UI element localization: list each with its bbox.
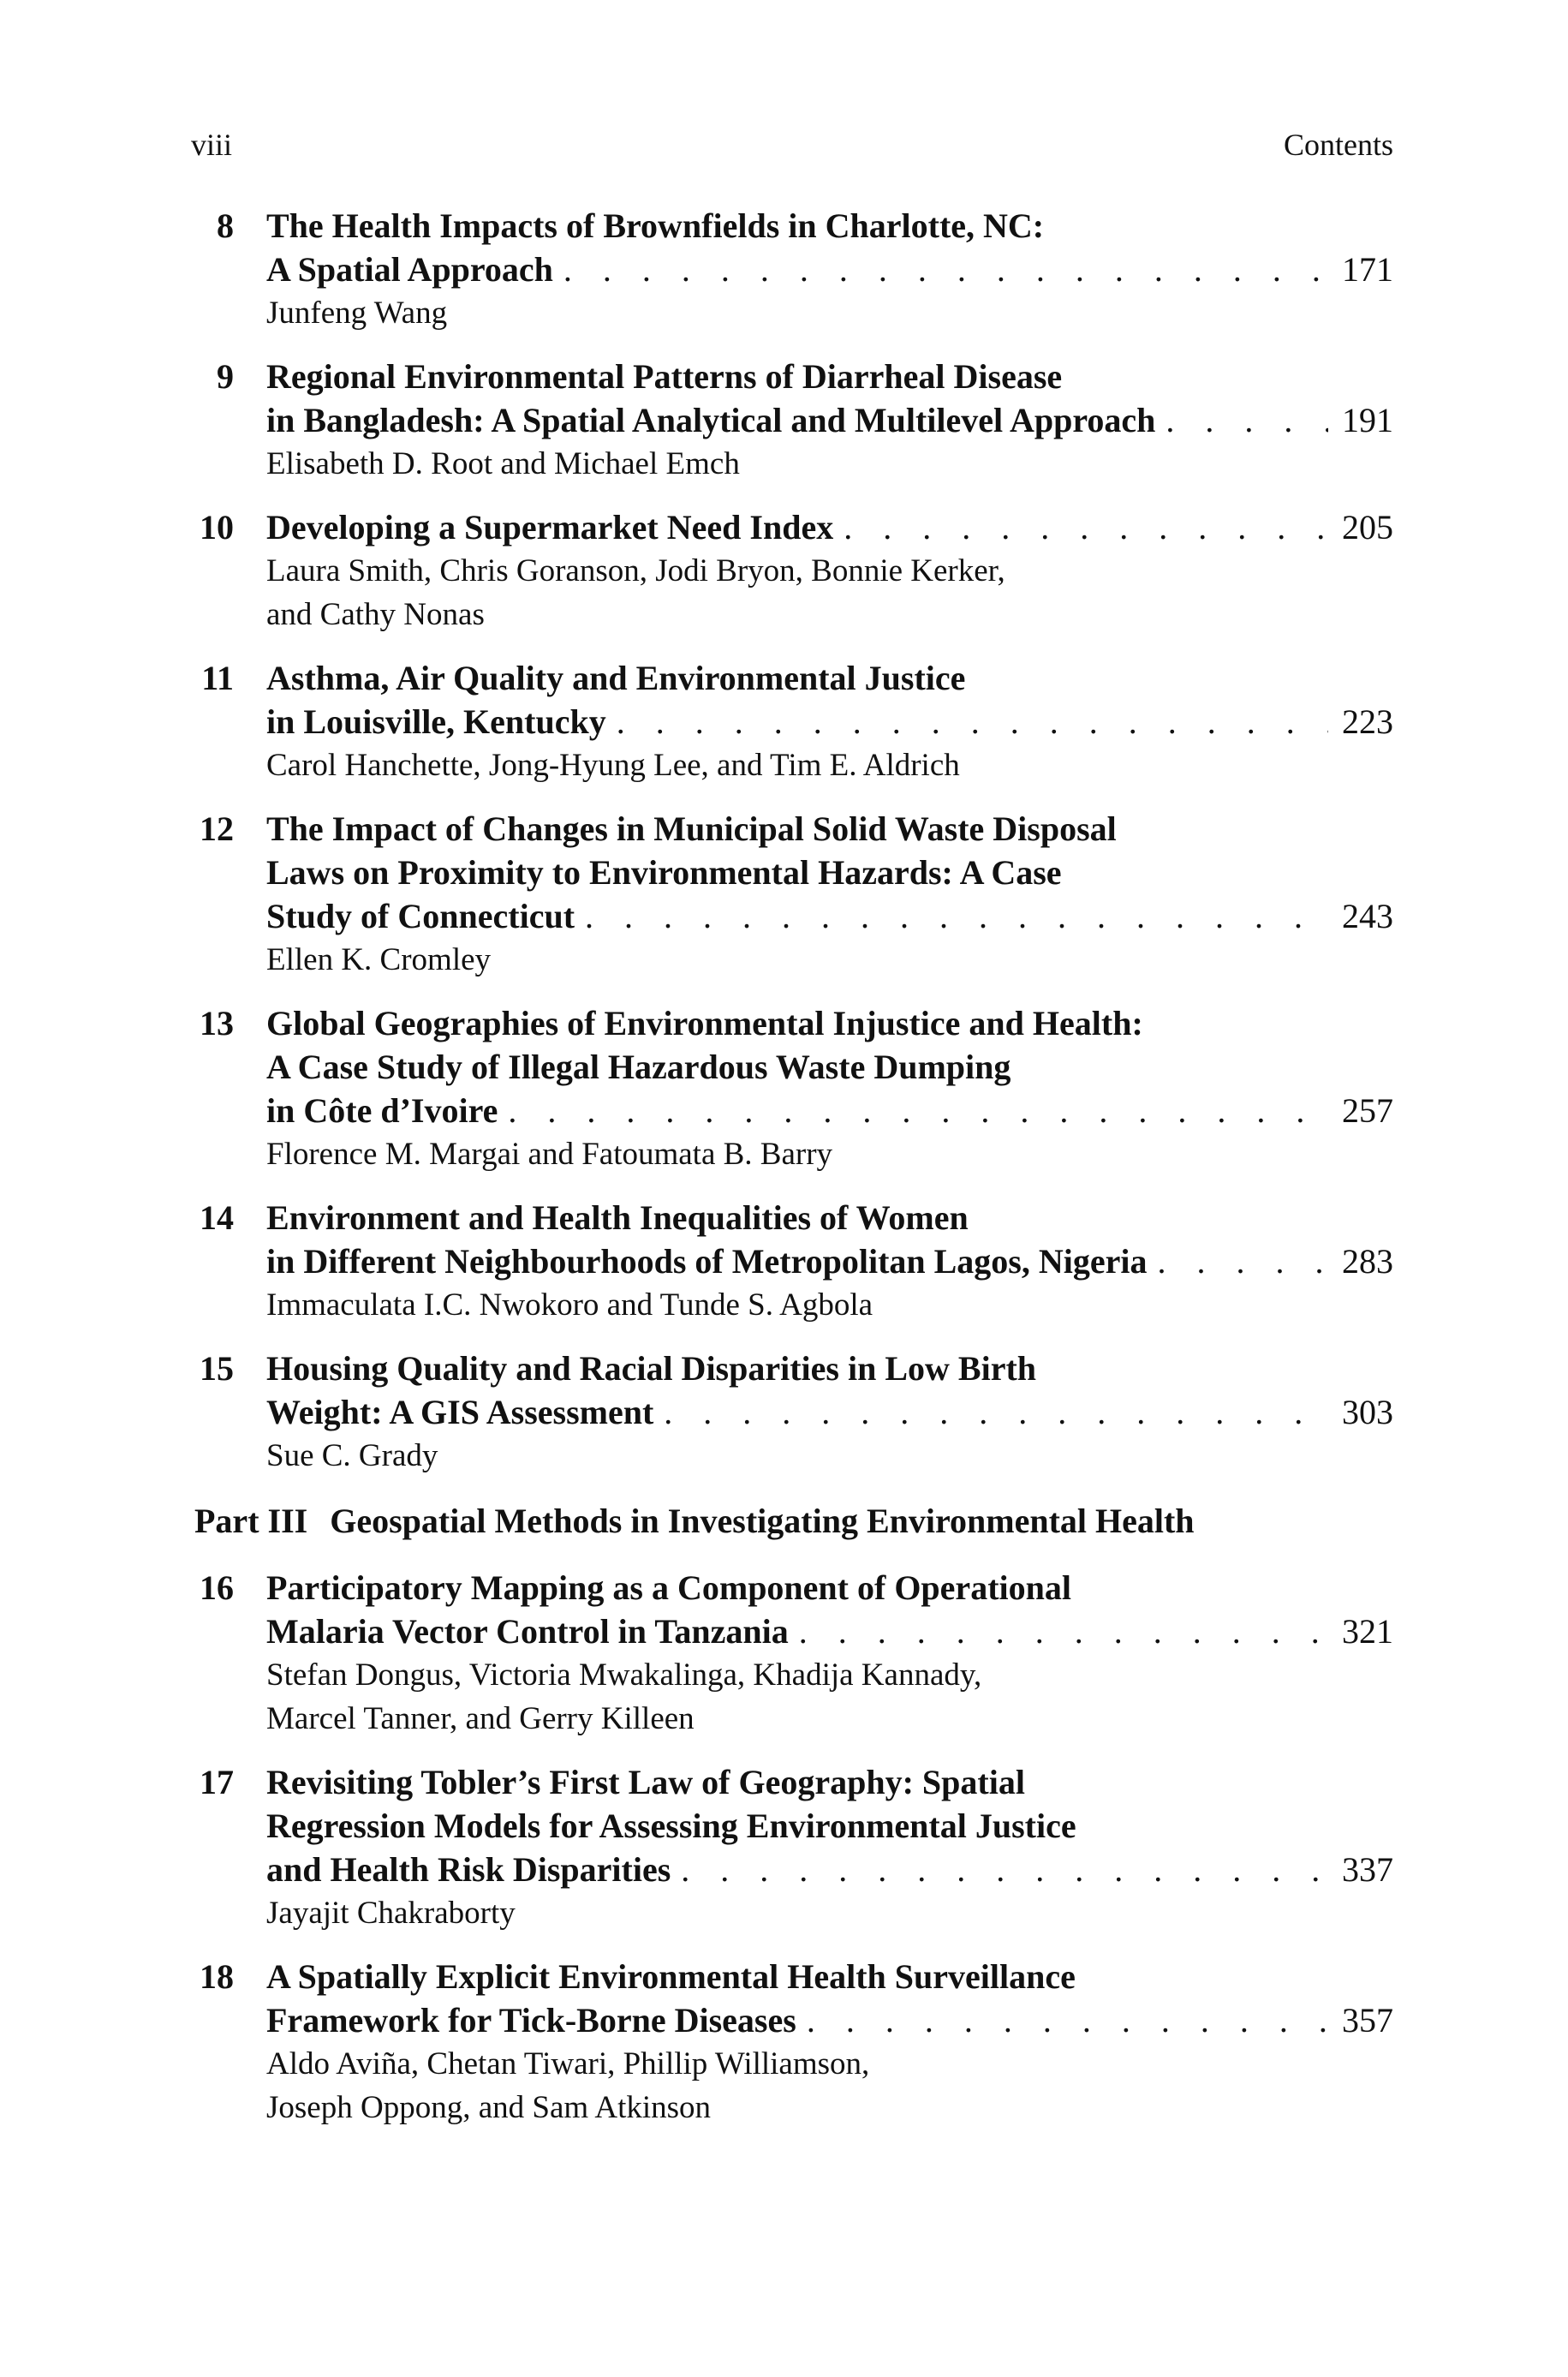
chapter-title-text: in Côte d’Ivoire [266,1091,498,1130]
toc-entry[interactable] [191,1566,1393,1741]
author-line: Jayajit Chakraborty [266,1896,516,1931]
chapter-title [266,1001,1393,1132]
toc-entry[interactable] [191,1760,1393,1935]
dot-leader [498,1089,1328,1132]
chapter-authors [266,744,1393,787]
chapter-title-line [266,894,1393,938]
toc-entry[interactable] [191,355,1393,486]
dot-leader [553,248,1328,291]
part-title: Geospatial Methods in Investigating Environmental Health [330,1502,1195,1540]
chapter-number: 16 [200,1568,234,1607]
chapter-authors [266,291,1393,335]
chapter-number: 14 [200,1198,234,1237]
running-head [191,127,1393,170]
chapter-title-line: Laws on Proximity to Environmental Hazards: A Case [266,853,1062,892]
chapter-number: 9 [217,357,234,396]
chapter-title [266,1196,1393,1283]
chapter-title-text: in Bangladesh: A Spatial Analytical and Multilevel Approach [266,401,1156,439]
author-line: Marcel Tanner, and Gerry Killeen [266,1701,695,1736]
author-line: Joseph Oppong, and Sam Atkinson [266,2090,712,2125]
chapter-title-text: in Louisville, Kentucky [266,702,606,741]
page-number: 303 [1342,1393,1393,1431]
author-line: Carol Hanchette, Jong-Hyung Lee, and Tim E. Aldrich [266,748,960,783]
part-label: Part III [194,1502,308,1540]
chapter-title [266,656,1393,744]
author-line: Junfeng Wang [266,296,448,331]
chapter-number: 15 [200,1349,234,1388]
chapter-authors [266,1653,1393,1741]
chapter-authors [266,1132,1393,1176]
chapter-title [266,505,1393,549]
toc-entry[interactable] [191,1347,1393,1478]
chapter-authors [266,1434,1393,1478]
chapter-title [266,1566,1393,1653]
page-number: 205 [1342,508,1393,546]
author-line: Aldo Aviña, Chetan Tiwari, Phillip Williamson, [266,2046,870,2081]
chapter-title-line [266,1089,1393,1132]
chapter-title-text: Malaria Vector Control in Tanzania [266,1612,789,1651]
author-line: Laura Smith, Chris Goranson, Jodi Bryon, Bonnie Kerker, [266,553,1005,588]
chapter-title [266,355,1393,442]
running-title: Contents [1283,128,1393,162]
toc-entry[interactable] [191,505,1393,636]
dot-leader [833,505,1328,549]
chapter-number: 10 [200,508,234,546]
chapter-title-line [266,248,1393,291]
chapter-number: 17 [200,1763,234,1801]
toc-entry[interactable] [191,1001,1393,1176]
page-number: viii [191,128,233,162]
chapter-authors [266,549,1393,636]
chapter-title-line [266,1848,1393,1891]
author-line: Elisabeth D. Root and Michael Emch [266,446,740,481]
chapter-title-text: Framework for Tick-Borne Diseases [266,2001,796,2040]
page-number: 191 [1342,401,1393,439]
page-number: 357 [1342,2001,1393,2040]
chapter-title-line [266,1239,1393,1283]
toc-entry[interactable] [191,204,1393,335]
chapter-title-line: The Impact of Changes in Municipal Solid Waste Disposal [266,809,1117,848]
author-line: and Cathy Nonas [266,597,485,632]
dot-leader [671,1848,1328,1891]
author-line: Immaculata I.C. Nwokoro and Tunde S. Agbola [266,1287,873,1323]
toc-group-part-iii [191,1566,1393,2129]
chapter-number: 12 [200,809,234,848]
page-number: 257 [1342,1091,1393,1130]
table-of-contents [191,204,1393,2149]
chapter-authors [266,1283,1393,1327]
chapter-title-line: The Health Impacts of Brownfields in Charlotte, NC: [266,206,1045,245]
chapter-authors [266,442,1393,486]
author-line: Florence M. Margai and Fatoumata B. Barry [266,1137,833,1172]
toc-entry[interactable] [191,1955,1393,2129]
chapter-title-text: in Different Neighbourhoods of Metropolitan Lagos, Nigeria [266,1242,1148,1281]
page-number: 321 [1342,1612,1393,1651]
chapter-title-line [266,1610,1393,1653]
page-number: 223 [1342,702,1393,741]
dot-leader [653,1390,1328,1434]
page-number: 283 [1342,1242,1393,1281]
dot-leader [1155,398,1328,442]
chapter-title-line: Regional Environmental Patterns of Diarrheal Disease [266,357,1063,396]
chapter-title [266,204,1393,291]
page-number: 171 [1342,250,1393,289]
chapter-title-line [266,1390,1393,1434]
chapter-title-line: Global Geographies of Environmental Injustice and Health: [266,1004,1143,1042]
chapter-title-line: Environment and Health Inequalities of Women [266,1198,969,1237]
chapter-title-text: Weight: A GIS Assessment [266,1393,654,1431]
chapter-title-line [266,700,1393,744]
part-heading[interactable] [194,1499,1393,1543]
dot-leader [606,700,1328,744]
chapter-title-text: A Spatial Approach [266,250,553,289]
author-line: Stefan Dongus, Victoria Mwakalinga, Khadija Kannady, [266,1657,982,1693]
chapter-title-line: Participatory Mapping as a Component of Operational [266,1568,1071,1607]
toc-entry[interactable] [191,1196,1393,1327]
chapter-number: 18 [200,1957,234,1996]
chapter-title-text: Developing a Supermarket Need Index [266,508,834,546]
dot-leader [575,894,1328,938]
chapter-authors [266,1891,1393,1935]
chapter-title-line: Asthma, Air Quality and Environmental Justice [266,659,966,697]
chapter-title-line [266,398,1393,442]
chapter-title [266,807,1393,938]
dot-leader [789,1610,1328,1653]
chapter-authors [266,2042,1393,2129]
author-line: Ellen K. Cromley [266,942,492,977]
chapter-title-line: Housing Quality and Racial Disparities in Low Birth [266,1349,1037,1388]
chapter-title-line: A Spatially Explicit Environmental Health Surveillance [266,1957,1076,1996]
chapter-title-text: and Health Risk Disparities [266,1850,671,1889]
chapter-title-line [266,505,1393,549]
toc-entry[interactable] [191,807,1393,982]
chapter-title-line: Revisiting Tobler’s First Law of Geography: Spatial [266,1763,1025,1801]
toc-entry[interactable] [191,656,1393,787]
chapter-title [266,1760,1393,1891]
dot-leader [796,1998,1328,2042]
page-number: 337 [1342,1850,1393,1889]
chapter-title-text: Study of Connecticut [266,897,575,935]
toc-group-part-ii [191,204,1393,1478]
chapter-number: 13 [200,1004,234,1042]
author-line: Sue C. Grady [266,1438,438,1473]
dot-leader [1148,1239,1329,1283]
page-number: 243 [1342,897,1393,935]
chapter-number: 11 [201,659,234,697]
chapter-title-line [266,1998,1393,2042]
chapter-title-line: Regression Models for Assessing Environmental Justice [266,1807,1076,1845]
chapter-authors [266,938,1393,982]
chapter-number: 8 [217,206,234,245]
chapter-title-line: A Case Study of Illegal Hazardous Waste Dumping [266,1048,1011,1086]
chapter-title [266,1955,1393,2042]
chapter-title [266,1347,1393,1434]
